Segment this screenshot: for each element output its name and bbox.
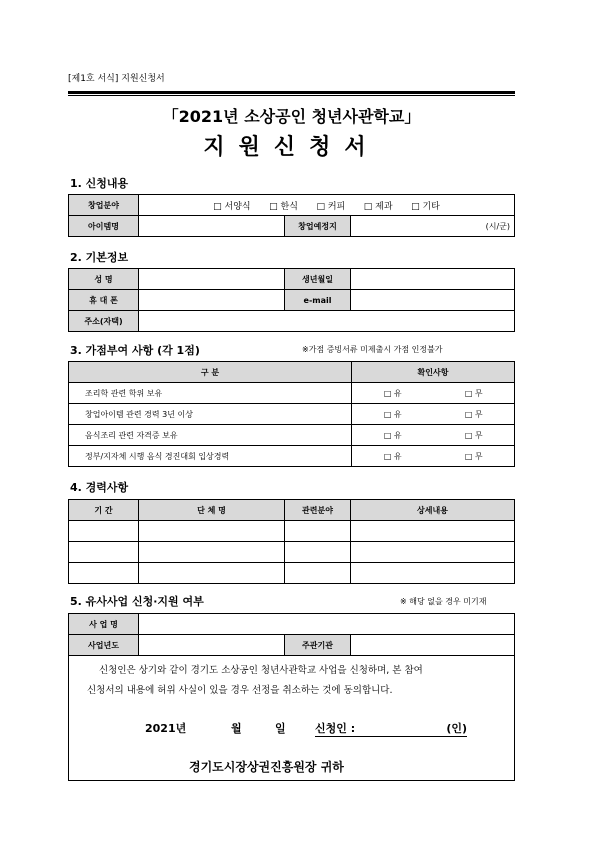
agency-label: 주관기관 <box>285 635 351 656</box>
name-field[interactable] <box>139 269 285 290</box>
career-col-field: 관련분야 <box>285 500 351 521</box>
bonus-note: ※가점 증빙서류 미제출시 가점 인정불가 <box>302 345 443 354</box>
title-rule-thick <box>68 91 515 94</box>
career-cell[interactable] <box>285 521 351 542</box>
declaration-line-2: 신청서의 내용에 허위 사실이 있을 경우 선정을 취소하는 것에 동의합니다. <box>87 685 393 696</box>
phone-field[interactable] <box>139 290 285 311</box>
seal-mark: (인) <box>446 722 467 735</box>
date-month: 월 <box>231 722 242 735</box>
career-cell[interactable] <box>69 563 139 584</box>
career-cell[interactable] <box>139 563 285 584</box>
date-day: 일 <box>275 722 286 735</box>
year-label: 사업년도 <box>69 635 139 656</box>
section-2-heading: 2. 기본정보 <box>70 251 129 264</box>
form-number: [제1호 서식] 지원신청서 <box>68 74 165 84</box>
application-table <box>68 194 515 237</box>
item-label: 아이템명 <box>69 216 139 237</box>
career-cell[interactable] <box>351 563 515 584</box>
bonus-yes-checkbox[interactable]: □ 유 <box>352 383 434 404</box>
title-rule-thin <box>68 95 515 96</box>
email-label: e-mail <box>285 290 351 311</box>
career-cell[interactable] <box>351 521 515 542</box>
birth-field[interactable] <box>351 269 515 290</box>
bonus-row-label: 정부/지자체 시행 음식 경진대회 입상경력 <box>69 446 352 467</box>
bonus-table <box>68 361 515 467</box>
bonus-row-label: 조리학 관련 학위 보유 <box>69 383 352 404</box>
address-field[interactable] <box>139 311 515 332</box>
similar-project-table <box>68 613 515 656</box>
address-label: 주소(자택) <box>69 311 139 332</box>
career-cell[interactable] <box>351 542 515 563</box>
project-field[interactable] <box>139 614 515 635</box>
name-label: 성 명 <box>69 269 139 290</box>
bonus-yes-checkbox[interactable]: □ 유 <box>352 425 434 446</box>
applicant-label: 신청인 : <box>315 722 356 735</box>
bonus-col-check: 확인사항 <box>352 362 515 383</box>
career-cell[interactable] <box>69 521 139 542</box>
section-5-heading: 5. 유사사업 신청·지원 여부 <box>70 595 204 608</box>
option-bakery[interactable]: □ 제과 <box>363 201 393 212</box>
section-3-heading: 3. 가점부여 사항 (각 1점) <box>70 344 200 357</box>
birth-label: 생년월일 <box>285 269 351 290</box>
career-cell[interactable] <box>139 542 285 563</box>
career-col-org: 단 체 명 <box>139 500 285 521</box>
form-title: 「2021년 소상공인 청년사관학교」 <box>162 107 421 126</box>
bonus-no-checkbox[interactable]: □ 무 <box>434 383 515 404</box>
item-field[interactable] <box>139 216 285 237</box>
recipient: 경기도시장상권진흥원장 귀하 <box>189 760 344 774</box>
bonus-no-checkbox[interactable]: □ 무 <box>434 446 515 467</box>
basic-info-table <box>68 268 515 332</box>
place-suffix: (시/군) <box>485 221 510 231</box>
career-col-detail: 상세내용 <box>351 500 515 521</box>
career-cell[interactable] <box>285 563 351 584</box>
place-label: 창업예정지 <box>285 216 351 237</box>
agency-field[interactable] <box>351 635 515 656</box>
section-4-heading: 4. 경력사항 <box>70 481 129 494</box>
phone-label: 휴 대 폰 <box>69 290 139 311</box>
option-other[interactable]: □ 기타 <box>411 201 440 212</box>
applicant-signature-line[interactable] <box>315 720 467 737</box>
bonus-no-checkbox[interactable]: □ 무 <box>434 425 515 446</box>
bonus-no-checkbox[interactable]: □ 무 <box>434 404 515 425</box>
career-table <box>68 499 515 584</box>
option-korean[interactable]: □ 한식 <box>269 201 298 212</box>
project-label: 사 업 명 <box>69 614 139 635</box>
field-options[interactable] <box>139 195 515 216</box>
option-western[interactable]: □ 서양식 <box>213 201 251 212</box>
email-field[interactable] <box>351 290 515 311</box>
option-coffee[interactable]: □ 커피 <box>316 201 346 212</box>
bonus-yes-checkbox[interactable]: □ 유 <box>352 446 434 467</box>
bonus-col-item: 구 분 <box>69 362 352 383</box>
career-cell[interactable] <box>69 542 139 563</box>
career-cell[interactable] <box>285 542 351 563</box>
declaration-box <box>68 656 515 781</box>
career-col-period: 기 간 <box>69 500 139 521</box>
similar-note: ※ 해당 없을 경우 미기재 <box>400 597 487 606</box>
section-1-heading: 1. 신청내용 <box>70 177 129 190</box>
form-subtitle: 지원신청서 <box>203 135 380 160</box>
year-field[interactable] <box>139 635 285 656</box>
bonus-row-label: 음식조리 관련 자격증 보유 <box>69 425 352 446</box>
bonus-yes-checkbox[interactable]: □ 유 <box>352 404 434 425</box>
field-label: 창업분야 <box>69 195 139 216</box>
declaration-line-1: 신청인은 상기와 같이 경기도 소상공인 청년사관학교 사업을 신청하며, 본 참여 <box>99 665 423 676</box>
bonus-row-label: 창업아이템 관련 경력 3년 이상 <box>69 404 352 425</box>
career-cell[interactable] <box>139 521 285 542</box>
place-field[interactable] <box>351 216 515 237</box>
date-year: 2021년 <box>145 722 187 735</box>
